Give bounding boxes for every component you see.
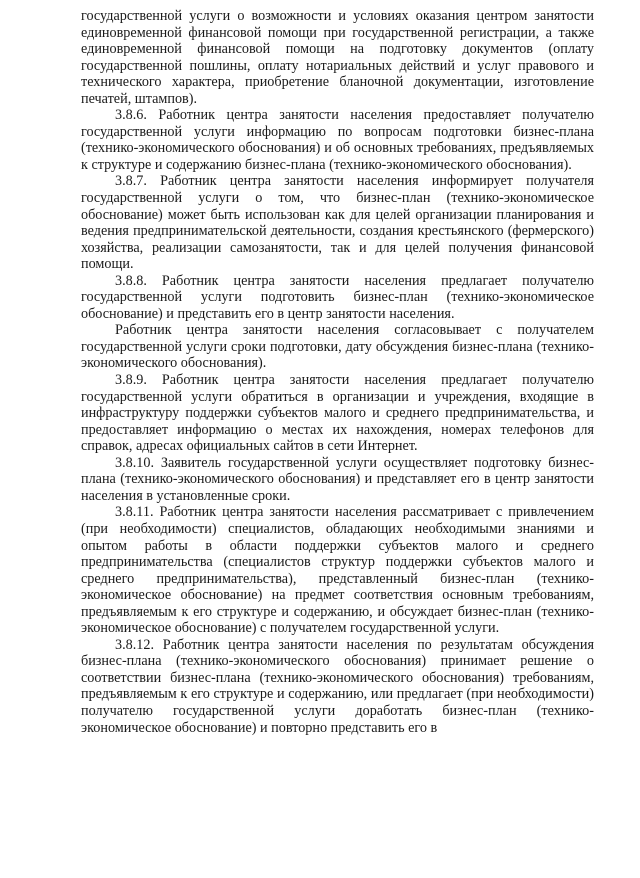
paragraph-3-8-8: 3.8.8. Работник центра занятости населения предлагает получателю государственной услуги подготовить бизнес-план (технико-экономическое обоснование) и представить его в центр занятости населения.: [81, 272, 594, 322]
paragraph-3-8-7: 3.8.7. Работник центра занятости населения информирует получателя государственной услуги о том, что бизнес-план (технико-экономическое обоснование) может быть использован как для целей организации планирования и ведения предпринимательской деятельности, создания крестьянского (фермерского) хозяйства, реализации самозанятости, так и для целей получения финансовой помощи.: [81, 173, 594, 273]
paragraph-3-8-11: 3.8.11. Работник центра занятости населения рассматривает с привлечением (при необходимости) специалистов, обладающих необходимыми знаниями и опытом работы в области поддержки субъектов малого и среднего предпринимательства (специалистов структур поддержки субъектов малого и среднего предпринимательства), представленный бизнес-план (технико-экономическое обоснование) на предмет соответствия основным требованиям, предъявляемым к его структуре и содержанию, и обсуждает бизнес-план (технико-экономическое обоснование) с получателем государственной услуги.: [81, 504, 594, 637]
paragraph-3-8-12: 3.8.12. Работник центра занятости населения по результатам обсуждения бизнес-плана (технико-экономического обоснования) принимает решение о соответствии бизнес-плана (технико-экономического обоснования) требованиям, предъявляемым к его структуре и содержанию, или предлагает (при необходимости) получателю государственной услуги доработать бизнес-план (технико-экономическое обоснование) и повторно представить его в: [81, 636, 594, 736]
paragraph-3-8-8-agreement: Работник центра занятости населения согласовывает с получателем государственной услуги сроки подготовки, дату обсуждения бизнес-плана (технико-экономического обоснования).: [81, 322, 594, 372]
paragraph-continuation: государственной услуги о возможности и условиях оказания центром занятости единовременной финансовой помощи при государственной регистрации, а также единовременной финансовой помощи на подготовку документов (оплату государственной пошлины, оплату нотариальных действий и услуг правового и технического характера, приобретение бланочной документации, изготовление печатей, штампов).: [81, 8, 594, 107]
paragraph-3-8-9: 3.8.9. Работник центра занятости населения предлагает получателю государственной услуги обратиться в организации и учреждения, входящие в инфраструктуру поддержки субъектов малого и среднего предпринимательства, и предоставляет информацию о местах их нахождения, номерах телефонов для справок, адресах официальных сайтов в сети Интернет.: [81, 372, 594, 455]
paragraph-3-8-10: 3.8.10. Заявитель государственной услуги осуществляет подготовку бизнес-плана (технико-экономического обоснования) и представляет его в центр занятости населения в установленные сроки.: [81, 454, 594, 504]
paragraph-3-8-6: 3.8.6. Работник центра занятости населения предоставляет получателю государственной услуги информацию по вопросам подготовки бизнес-плана (технико-экономического обоснования) и об основных требованиях, предъявляемых к структуре и содержанию бизнес-плана (технико-экономического обоснования).: [81, 107, 594, 173]
